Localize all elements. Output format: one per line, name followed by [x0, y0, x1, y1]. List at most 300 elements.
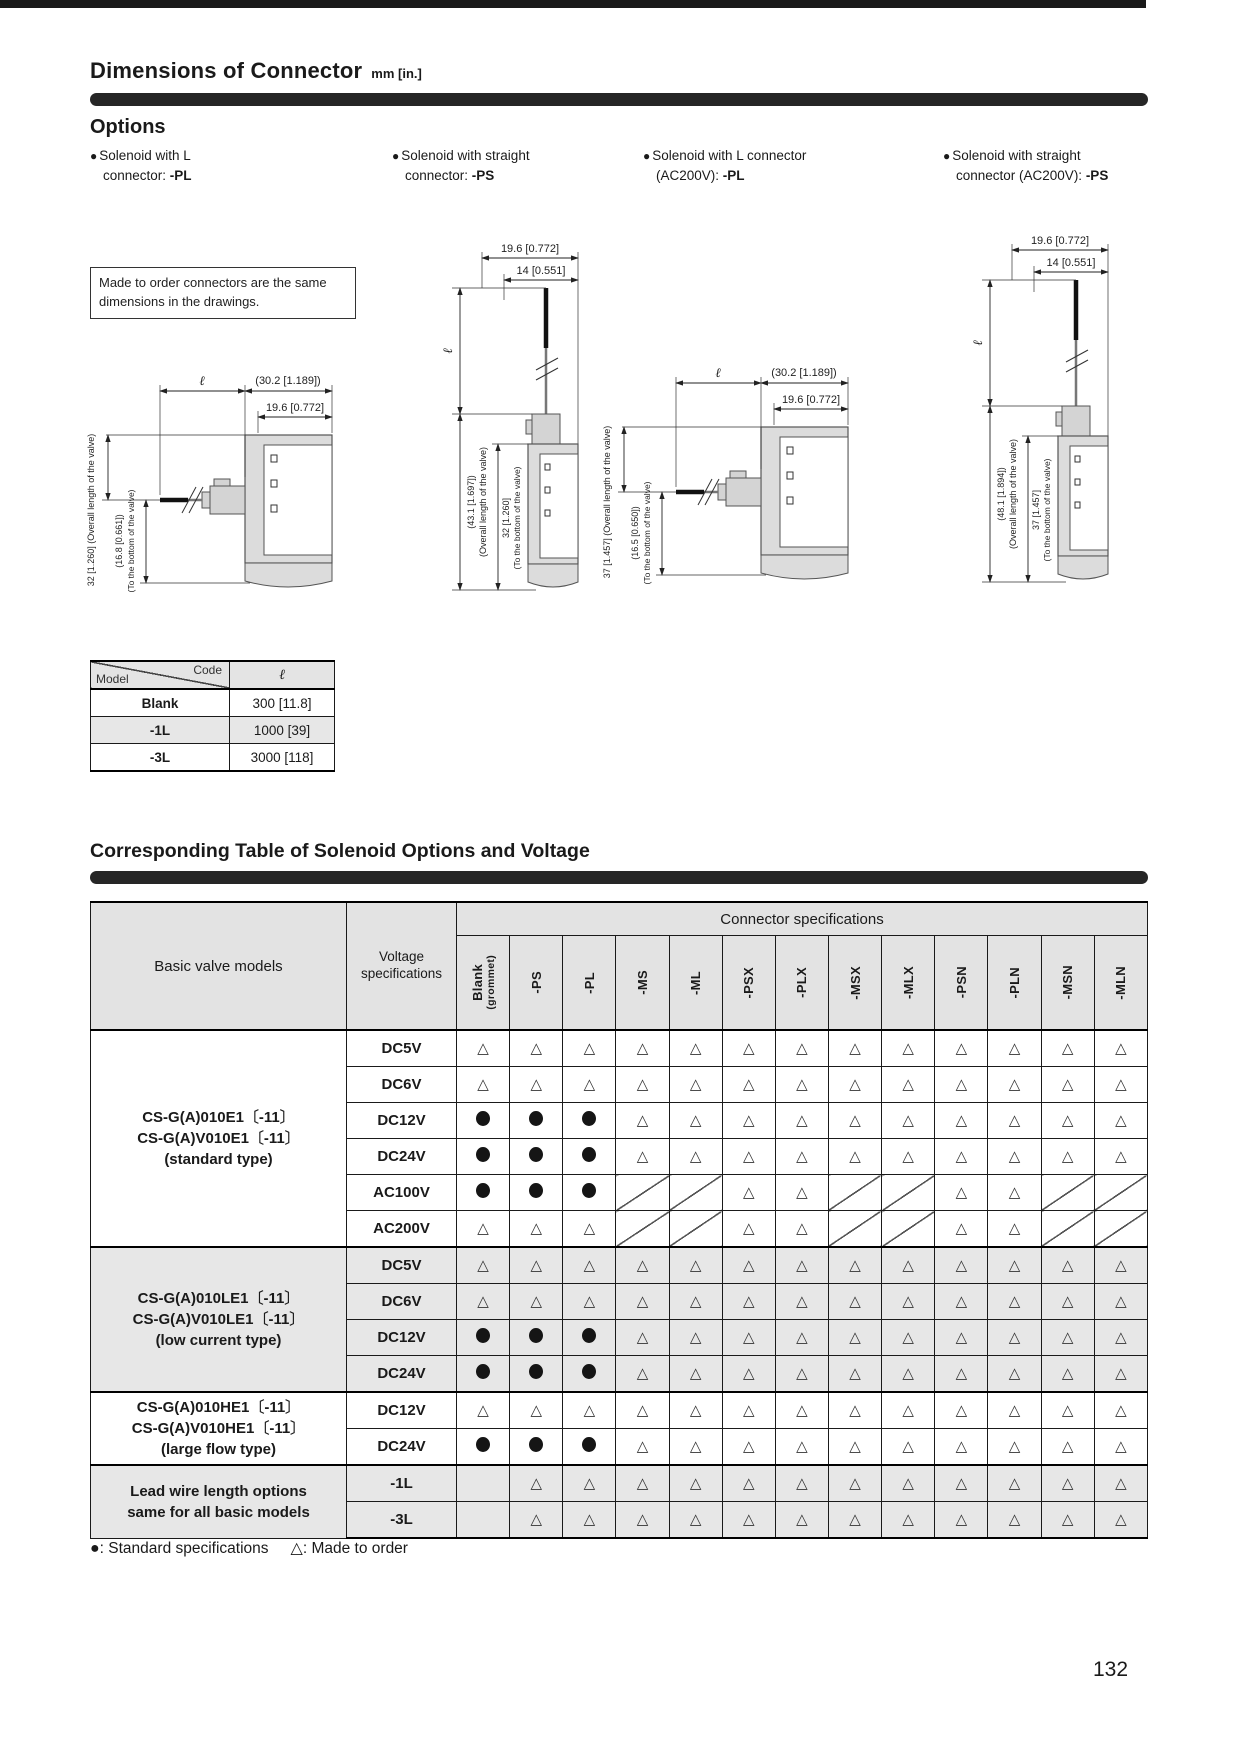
triangle-icon: △ — [636, 1039, 649, 1057]
triangle-icon: △ — [1008, 1437, 1021, 1455]
triangle-icon: △ — [743, 1147, 755, 1165]
voltage-cell: DC6V — [347, 1284, 457, 1320]
dim-30-2: (30.2 [1.189]) — [255, 375, 321, 387]
made-to-order-triangle-cell — [935, 1067, 988, 1103]
lead-wire-length-table — [90, 660, 335, 772]
triangle-icon: △ — [689, 1401, 702, 1419]
triangle-icon: △ — [902, 1437, 914, 1455]
dim-lead-length: ℓ — [971, 340, 986, 346]
circle-icon — [582, 1364, 596, 1379]
triangle-icon: △ — [796, 1292, 808, 1310]
triangle-icon: △ — [849, 1401, 861, 1419]
made-to-order-triangle-cell — [616, 1392, 669, 1429]
triangle-icon: △ — [1061, 1147, 1074, 1165]
triangle-icon: △ — [849, 1039, 861, 1057]
made-to-order-triangle-cell — [935, 1356, 988, 1393]
triangle-icon: △ — [1008, 1111, 1021, 1129]
made-to-order-triangle-cell — [563, 1465, 616, 1502]
standard-circle-cell — [510, 1320, 563, 1356]
voltage-cell: DC24V — [347, 1429, 457, 1466]
circle-icon — [529, 1183, 543, 1198]
triangle-icon: △ — [1115, 1401, 1127, 1419]
standard-circle-cell — [457, 1139, 510, 1175]
triangle-icon: △ — [743, 1075, 755, 1093]
made-to-order-triangle-cell — [828, 1356, 881, 1393]
triangle-icon: △ — [530, 1039, 542, 1057]
triangle-icon: △ — [743, 1292, 755, 1310]
triangle-icon: △ — [1115, 1328, 1127, 1346]
triangle-icon: △ — [1008, 1474, 1021, 1492]
triangle-icon: △ — [1061, 1437, 1074, 1455]
made-to-order-triangle-cell — [775, 1392, 828, 1429]
basic-models-header: Basic valve models — [91, 902, 347, 1030]
made-to-order-triangle-cell — [1041, 1284, 1094, 1320]
triangle-icon: △ — [849, 1075, 861, 1093]
made-to-order-triangle-cell — [1041, 1103, 1094, 1139]
triangle-icon: △ — [1008, 1401, 1021, 1419]
triangle-icon: △ — [1008, 1075, 1021, 1093]
connector-col-psn: -PSN — [935, 936, 988, 1031]
model-cell: CS-G(A)010E1〔-11〕 CS-G(A)V010E1〔-11〕 (standard type) — [91, 1030, 347, 1247]
made-to-order-triangle-cell — [616, 1030, 669, 1067]
made-to-order-triangle-cell — [988, 1247, 1041, 1284]
triangle-icon: △ — [290, 1540, 303, 1557]
triangle-icon: △ — [1115, 1256, 1127, 1274]
triangle-icon: △ — [955, 1219, 968, 1237]
made-to-order-triangle-cell — [669, 1103, 722, 1139]
triangle-icon: △ — [743, 1219, 755, 1237]
circle-icon — [582, 1183, 596, 1198]
triangle-icon: △ — [689, 1292, 702, 1310]
triangle-icon: △ — [1008, 1510, 1021, 1528]
triangle-icon: △ — [1061, 1510, 1074, 1528]
dim-lead-length: ℓ — [715, 366, 721, 381]
legend-standard-text: : Standard specifications — [99, 1540, 269, 1557]
made-to-order-triangle-cell — [882, 1429, 935, 1466]
triangle-icon: △ — [689, 1075, 702, 1093]
connector-col-ps: -PS — [510, 936, 563, 1031]
triangle-icon: △ — [636, 1256, 649, 1274]
made-to-order-triangle-cell — [882, 1356, 935, 1393]
bullet-icon: ● — [392, 149, 400, 163]
voltage-cell: DC6V — [347, 1067, 457, 1103]
made-to-order-triangle-cell — [669, 1465, 722, 1502]
made-to-order-triangle-cell — [988, 1103, 1041, 1139]
page-number: 132 — [1093, 1658, 1129, 1681]
made-to-order-triangle-cell — [935, 1502, 988, 1539]
triangle-icon: △ — [477, 1219, 489, 1237]
made-to-order-triangle-cell — [882, 1247, 935, 1284]
triangle-icon: △ — [743, 1401, 755, 1419]
connector-col-mlx: -MLX — [882, 936, 935, 1031]
made-to-order-triangle-cell — [457, 1211, 510, 1248]
triangle-icon: △ — [796, 1328, 808, 1346]
made-to-order-triangle-cell — [935, 1103, 988, 1139]
triangle-icon: △ — [743, 1510, 755, 1528]
not-available-slash-cell — [669, 1211, 722, 1248]
triangle-icon: △ — [636, 1292, 649, 1310]
triangle-icon: △ — [1008, 1147, 1021, 1165]
triangle-icon: △ — [1008, 1364, 1021, 1382]
triangle-icon: △ — [796, 1401, 808, 1419]
made-to-order-triangle-cell — [935, 1429, 988, 1466]
made-to-order-triangle-cell — [882, 1465, 935, 1502]
made-to-order-triangle-cell — [669, 1392, 722, 1429]
made-to-order-triangle-cell — [935, 1320, 988, 1356]
triangle-icon: △ — [1061, 1256, 1074, 1274]
made-to-order-triangle-cell — [1094, 1429, 1147, 1466]
dim-overall-length: (Overall length of the valve) — [1008, 438, 1018, 550]
triangle-icon: △ — [902, 1510, 914, 1528]
made-to-order-triangle-cell — [828, 1320, 881, 1356]
triangle-icon: △ — [1008, 1328, 1021, 1346]
not-available-slash-cell — [616, 1211, 669, 1248]
triangle-icon: △ — [902, 1292, 914, 1310]
made-to-order-triangle-cell — [563, 1392, 616, 1429]
standard-circle-cell — [457, 1429, 510, 1466]
made-to-order-triangle-cell — [988, 1284, 1041, 1320]
standard-circle-cell — [563, 1103, 616, 1139]
dim-19-6: 19.6 [0.772] — [500, 243, 560, 255]
made-to-order-triangle-cell — [563, 1284, 616, 1320]
triangle-icon: △ — [530, 1401, 542, 1419]
triangle-icon: △ — [955, 1256, 968, 1274]
dim-32: 32 [1.260] — [501, 497, 511, 539]
made-to-order-triangle-cell — [1094, 1320, 1147, 1356]
triangle-icon: △ — [1008, 1292, 1021, 1310]
triangle-icon: △ — [955, 1039, 968, 1057]
made-to-order-triangle-cell — [669, 1356, 722, 1393]
drawing-l-connector-ac200v — [598, 337, 873, 597]
dim-14: 14 [0.551] — [1046, 257, 1096, 269]
triangle-icon: △ — [477, 1075, 489, 1093]
circle-icon — [529, 1328, 543, 1343]
triangle-icon: △ — [1115, 1292, 1127, 1310]
triangle-icon: △ — [689, 1147, 702, 1165]
triangle-icon: △ — [743, 1111, 755, 1129]
triangle-icon: △ — [636, 1075, 649, 1093]
made-to-order-triangle-cell — [828, 1392, 881, 1429]
standard-circle-cell — [563, 1356, 616, 1393]
circle-icon — [476, 1328, 490, 1343]
triangle-icon: △ — [796, 1437, 808, 1455]
made-to-order-triangle-cell — [988, 1392, 1041, 1429]
triangle-icon: △ — [583, 1219, 596, 1237]
triangle-icon: △ — [1115, 1510, 1127, 1528]
made-to-order-triangle-cell — [457, 1030, 510, 1067]
made-to-order-triangle-cell — [616, 1103, 669, 1139]
triangle-icon: △ — [955, 1510, 968, 1528]
dim-19-6: 19.6 [0.772] — [1030, 235, 1090, 247]
not-available-slash-cell — [457, 1502, 510, 1539]
made-to-order-triangle-cell — [669, 1247, 722, 1284]
options-heading: Options — [90, 116, 166, 138]
standard-circle-cell — [510, 1356, 563, 1393]
voltage-cell: DC12V — [347, 1103, 457, 1139]
legend-made-to-order-text: : Made to order — [302, 1540, 408, 1557]
circle-icon — [476, 1364, 490, 1379]
made-to-order-triangle-cell — [988, 1502, 1041, 1539]
made-to-order-triangle-cell — [669, 1284, 722, 1320]
table-row — [91, 1465, 1148, 1502]
circle-icon — [582, 1111, 596, 1126]
standard-circle-cell — [457, 1103, 510, 1139]
not-available-slash-cell — [828, 1175, 881, 1211]
made-to-order-triangle-cell — [1094, 1030, 1147, 1067]
made-to-order-triangle-cell — [563, 1067, 616, 1103]
made-to-order-triangle-cell — [775, 1356, 828, 1393]
triangle-icon: △ — [849, 1364, 861, 1382]
dim-16-8: (16.8 [0.661]) — [114, 514, 124, 568]
triangle-icon: △ — [902, 1039, 914, 1057]
voltage-cell: DC5V — [347, 1030, 457, 1067]
triangle-icon: △ — [796, 1147, 808, 1165]
made-to-order-triangle-cell — [1041, 1030, 1094, 1067]
triangle-icon: △ — [902, 1075, 914, 1093]
triangle-icon: △ — [1008, 1256, 1021, 1274]
made-to-order-triangle-cell — [882, 1502, 935, 1539]
triangle-icon: △ — [849, 1437, 861, 1455]
circle-icon — [582, 1328, 596, 1343]
made-to-order-triangle-cell — [1094, 1139, 1147, 1175]
triangle-icon: △ — [1115, 1111, 1127, 1129]
voltage-table-wrap — [90, 901, 1148, 1539]
made-to-order-triangle-cell — [616, 1356, 669, 1393]
made-to-order-triangle-cell — [616, 1320, 669, 1356]
made-to-order-triangle-cell — [775, 1247, 828, 1284]
triangle-icon: △ — [955, 1111, 968, 1129]
triangle-icon: △ — [1061, 1039, 1074, 1057]
dim-48-1: (48.1 [1.894]) — [996, 467, 1006, 521]
dim-19-6: 19.6 [0.772] — [781, 394, 841, 406]
made-to-order-triangle-cell — [775, 1103, 828, 1139]
voltage-cell: DC5V — [347, 1247, 457, 1284]
triangle-icon: △ — [743, 1437, 755, 1455]
made-to-order-triangle-cell — [882, 1067, 935, 1103]
made-to-order-triangle-cell — [935, 1211, 988, 1248]
triangle-icon: △ — [955, 1183, 968, 1201]
dim-to-bottom: (To the bottom of the valve) — [1042, 458, 1052, 562]
dim-30-2: (30.2 [1.189]) — [771, 367, 837, 379]
dim-overall-length: (Overall length of the valve) — [478, 446, 488, 558]
voltage-cell: DC12V — [347, 1392, 457, 1429]
triangle-icon: △ — [583, 1292, 596, 1310]
triangle-icon: △ — [636, 1328, 649, 1346]
triangle-icon: △ — [955, 1437, 968, 1455]
made-to-order-triangle-cell — [510, 1067, 563, 1103]
made-to-order-triangle-cell — [510, 1247, 563, 1284]
triangle-icon: △ — [689, 1328, 702, 1346]
bullet-icon: ● — [90, 149, 98, 163]
not-available-slash-cell — [1094, 1175, 1147, 1211]
triangle-icon: △ — [1008, 1183, 1021, 1201]
made-to-order-triangle-cell — [882, 1030, 935, 1067]
triangle-icon: △ — [636, 1510, 649, 1528]
drawing-straight-connector — [352, 240, 582, 605]
triangle-icon: △ — [583, 1256, 596, 1274]
triangle-icon: △ — [636, 1401, 649, 1419]
triangle-icon: △ — [583, 1039, 596, 1057]
triangle-icon: △ — [1061, 1328, 1074, 1346]
table-row — [91, 1392, 1148, 1429]
circle-icon — [476, 1183, 490, 1198]
triangle-icon: △ — [1008, 1219, 1021, 1237]
made-to-order-triangle-cell — [988, 1067, 1041, 1103]
made-to-order-triangle-cell — [563, 1502, 616, 1539]
made-to-order-triangle-cell — [882, 1392, 935, 1429]
made-to-order-triangle-cell — [1094, 1465, 1147, 1502]
made-to-order-triangle-cell — [722, 1103, 775, 1139]
circle-icon — [529, 1364, 543, 1379]
triangle-icon: △ — [583, 1510, 596, 1528]
made-to-order-triangle-cell — [563, 1030, 616, 1067]
made-to-order-triangle-cell — [1041, 1429, 1094, 1466]
made-to-order-triangle-cell — [563, 1247, 616, 1284]
triangle-icon: △ — [636, 1474, 649, 1492]
triangle-icon: △ — [477, 1401, 489, 1419]
made-to-order-triangle-cell — [1041, 1356, 1094, 1393]
made-to-order-triangle-cell — [669, 1139, 722, 1175]
made-to-order-triangle-cell — [669, 1502, 722, 1539]
standard-circle-cell — [457, 1320, 510, 1356]
made-to-order-triangle-cell — [828, 1284, 881, 1320]
triangle-icon: △ — [530, 1474, 542, 1492]
made-to-order-triangle-cell — [1041, 1247, 1094, 1284]
page-title-unit: mm [in.] — [371, 66, 422, 81]
triangle-icon: △ — [530, 1510, 542, 1528]
made-to-order-triangle-cell — [882, 1320, 935, 1356]
triangle-icon: △ — [689, 1039, 702, 1057]
not-available-slash-cell — [1041, 1175, 1094, 1211]
made-to-order-triangle-cell — [722, 1139, 775, 1175]
triangle-icon: △ — [796, 1474, 808, 1492]
made-to-order-triangle-cell — [775, 1067, 828, 1103]
connector-col-blank: Blank (grommet) — [457, 936, 510, 1031]
made-to-order-triangle-cell — [988, 1429, 1041, 1466]
not-available-slash-cell — [616, 1175, 669, 1211]
made-to-order-triangle-cell — [722, 1175, 775, 1211]
table-row: -3L 3000 [118] — [91, 744, 335, 772]
option-item-ps-ac200v: ● Solenoid with straight connector (AC200V): -PS — [943, 148, 1109, 184]
triangle-icon: △ — [796, 1256, 808, 1274]
option-item-pl-ac200v: ● Solenoid with L connector (AC200V): -PL — [643, 148, 807, 184]
made-to-order-triangle-cell — [935, 1392, 988, 1429]
made-to-order-triangle-cell — [988, 1356, 1041, 1393]
not-available-slash-cell — [882, 1175, 935, 1211]
made-to-order-triangle-cell — [828, 1067, 881, 1103]
triangle-icon: △ — [636, 1147, 649, 1165]
triangle-icon: △ — [530, 1075, 542, 1093]
standard-circle-cell — [563, 1139, 616, 1175]
circle-icon — [476, 1111, 490, 1126]
made-to-order-triangle-cell — [988, 1320, 1041, 1356]
section2-title: Corresponding Table of Solenoid Options and Voltage — [90, 840, 590, 862]
circle-icon — [529, 1437, 543, 1452]
made-to-order-triangle-cell — [775, 1284, 828, 1320]
made-to-order-triangle-cell — [882, 1284, 935, 1320]
dim-to-bottom: (To the bottom of the valve) — [642, 481, 652, 585]
triangle-icon: △ — [583, 1474, 596, 1492]
made-to-order-triangle-cell — [882, 1103, 935, 1139]
made-to-order-triangle-cell — [722, 1429, 775, 1466]
triangle-icon: △ — [1115, 1474, 1127, 1492]
triangle-icon: △ — [689, 1364, 702, 1382]
triangle-icon: △ — [1061, 1292, 1074, 1310]
triangle-icon: △ — [796, 1111, 808, 1129]
triangle-icon: △ — [955, 1147, 968, 1165]
triangle-icon: △ — [849, 1111, 861, 1129]
triangle-icon: △ — [530, 1256, 542, 1274]
made-to-order-triangle-cell — [988, 1175, 1041, 1211]
triangle-icon: △ — [849, 1292, 861, 1310]
triangle-icon: △ — [743, 1256, 755, 1274]
not-available-slash-cell — [457, 1465, 510, 1502]
triangle-icon: △ — [583, 1401, 596, 1419]
made-to-order-triangle-cell — [616, 1247, 669, 1284]
standard-circle-cell — [563, 1175, 616, 1211]
made-to-order-triangle-cell — [775, 1139, 828, 1175]
triangle-icon: △ — [743, 1039, 755, 1057]
made-to-order-triangle-cell — [722, 1211, 775, 1248]
standard-circle-cell — [510, 1139, 563, 1175]
connector-col-mln: -MLN — [1094, 936, 1147, 1031]
voltage-cell: -3L — [347, 1502, 457, 1539]
connector-col-pl: -PL — [563, 936, 616, 1031]
triangle-icon: △ — [849, 1328, 861, 1346]
made-to-order-triangle-cell — [1094, 1103, 1147, 1139]
connector-col-ms: -MS — [616, 936, 669, 1031]
triangle-icon: △ — [796, 1219, 808, 1237]
triangle-icon: △ — [743, 1328, 755, 1346]
made-to-order-triangle-cell — [775, 1502, 828, 1539]
made-to-order-triangle-cell — [1094, 1067, 1147, 1103]
standard-circle-cell — [510, 1175, 563, 1211]
triangle-icon: △ — [1115, 1147, 1127, 1165]
made-to-order-triangle-cell — [988, 1465, 1041, 1502]
triangle-icon: △ — [1061, 1401, 1074, 1419]
triangle-icon: △ — [955, 1292, 968, 1310]
circle-icon — [582, 1437, 596, 1452]
made-to-order-triangle-cell — [1094, 1356, 1147, 1393]
dim-overall-length: 32 [1.260] (Overall length of the valve) — [86, 433, 96, 587]
page-title: Dimensions of Connector — [90, 58, 363, 83]
section2-rule — [90, 871, 1148, 884]
made-to-order-triangle-cell — [1041, 1067, 1094, 1103]
made-to-order-triangle-cell — [510, 1465, 563, 1502]
made-to-order-triangle-cell — [616, 1502, 669, 1539]
standard-circle-cell — [457, 1356, 510, 1393]
circle-icon — [529, 1147, 543, 1162]
made-to-order-triangle-cell — [828, 1030, 881, 1067]
voltage-cell: AC200V — [347, 1211, 457, 1248]
made-to-order-triangle-cell — [722, 1030, 775, 1067]
triangle-icon: △ — [849, 1510, 861, 1528]
triangle-icon: △ — [477, 1039, 489, 1057]
standard-circle-cell — [510, 1103, 563, 1139]
made-to-order-triangle-cell — [616, 1139, 669, 1175]
made-to-order-triangle-cell — [775, 1429, 828, 1466]
triangle-icon: △ — [955, 1474, 968, 1492]
triangle-icon: △ — [689, 1474, 702, 1492]
made-to-order-triangle-cell — [722, 1320, 775, 1356]
made-to-order-triangle-cell — [457, 1392, 510, 1429]
made-to-order-triangle-cell — [775, 1030, 828, 1067]
made-to-order-triangle-cell — [935, 1139, 988, 1175]
standard-circle-cell — [563, 1320, 616, 1356]
made-to-order-triangle-cell — [669, 1030, 722, 1067]
triangle-icon: △ — [1061, 1075, 1074, 1093]
made-to-order-triangle-cell — [510, 1502, 563, 1539]
